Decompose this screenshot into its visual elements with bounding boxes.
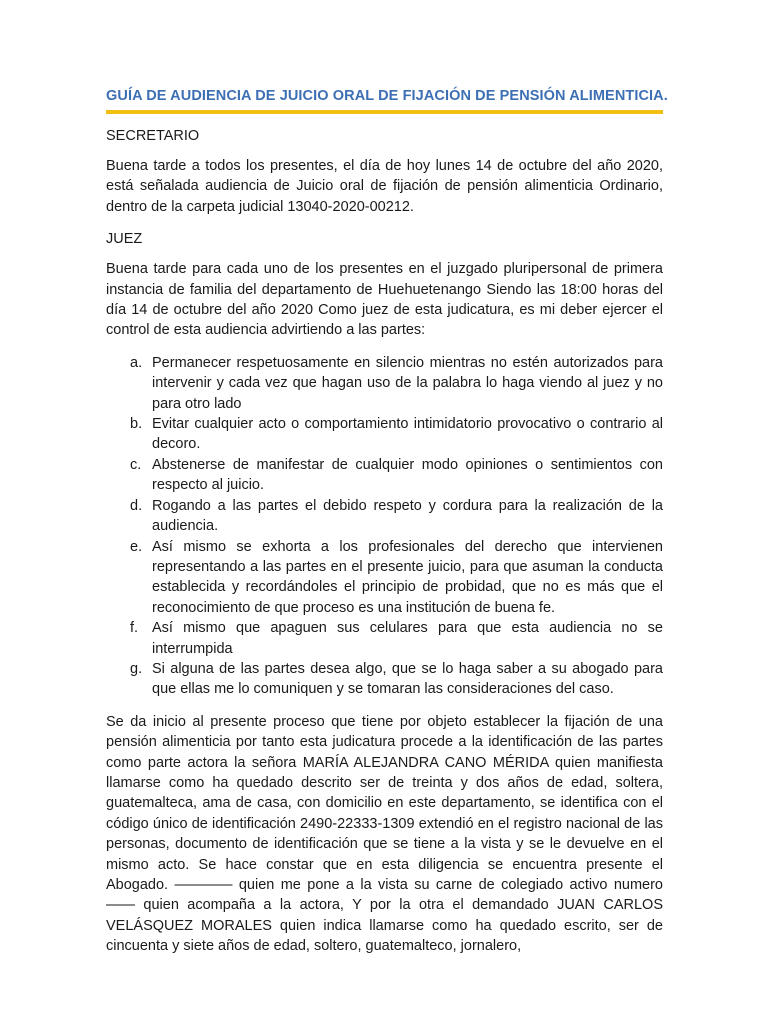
list-item-text: Si alguna de las partes desea algo, que se lo haga saber a su abogado para que ellas me lo comuniquen y se tomaran las consideraciones del caso. <box>152 660 663 698</box>
list-item-text: Evitar cualquier acto o comportamiento intimidatorio provocativo o contrario al decoro. <box>152 416 663 453</box>
closing-paragraph: Se da inicio al presente proceso que tiene por objeto establecer la fijación de una pensión alimenticia por tanto esta judicatura procede a la identificación de las partes como parte actora la señora MARÍA ALEJANDRA CANO MÉRIDA quien manifiesta llamarse como ha quedado descrito ser de treinta y dos años de edad, soltera, guatemalteca, ama de casa, con domicilio en este departamento, se identifica con el código único de identificación 2490-22333-1309 extendió en el registro nacional de las personas, documento de identificación que se tiene a la vista y se le devuelve en el mismo acto. Se hace constar que en esta diligencia se encuentra presente el Abogado. ———— quien me pone a la vista su carne de colegiado activo numero —— quien acompaña a la actora, Y por la otra el demandado JUAN CARLOS VELÁSQUEZ MORALES quien indica llamarse como ha quedado escrito, ser de cincuenta y siete años de edad, soltero, guatemalteco, jornalero, <box>106 713 663 955</box>
list-item-text: Así mismo se exhorta a los profesionales del derecho que intervienen representando a las partes en el presente juicio, para que asuman la conducta establecida y recordándoles el principio de probidad, que no es más que el reconocimiento de que proceso es una institución de buena fe. <box>152 538 663 616</box>
speaker-secretario: SECRETARIO <box>106 128 200 144</box>
list-item <box>106 353 663 414</box>
secretario-paragraph: Buena tarde a todos los presentes, el día de hoy lunes 14 de octubre del año 2020, está señalada audiencia de Juicio oral de fijación de pensión alimenticia Ordinario, dentro de la carpeta judicial 13040-2020-00212. <box>106 158 663 215</box>
document-page <box>106 88 668 969</box>
list-marker: d. <box>130 497 143 514</box>
list-marker: f. <box>130 620 139 637</box>
list-item <box>106 618 663 659</box>
list-item <box>106 414 663 455</box>
speaker-juez: JUEZ <box>106 231 143 248</box>
rules-list <box>106 353 663 700</box>
list-marker: g. <box>130 660 143 677</box>
list-marker: a. <box>130 354 143 371</box>
list-item-text: Abstenerse de manifestar de cualquier modo opiniones o sentimientos con respecto al juicio. <box>152 456 663 494</box>
list-marker: c. <box>130 456 142 473</box>
list-item <box>106 455 663 496</box>
list-item-text: Rogando a las partes el debido respeto y cordura para la realización de la audiencia. <box>152 497 663 535</box>
list-item-text: Permanecer respetuosamente en silencio mientras no estén autorizados para intervenir y cada vez que hagan uso de la palabra lo haga viendo al juez y no para otro lado <box>152 354 663 412</box>
list-marker: e. <box>130 538 143 555</box>
juez-paragraph: Buena tarde para cada uno de los presentes en el juzgado pluripersonal de primera instancia de familia del departamento de Huehuetenango Siendo las 18:00 horas del día 14 de octubre del año 2020 Como juez de esta judicatura, es mi deber ejercer el control de esta audiencia advirtiendo a las partes: <box>106 261 663 339</box>
list-item <box>106 537 663 619</box>
list-item <box>106 659 663 700</box>
list-item <box>106 496 663 537</box>
document-title: GUÍA DE AUDIENCIA DE JUICIO ORAL DE FIJACIÓN DE PENSIÓN ALIMENTICIA. <box>106 88 668 104</box>
list-marker: b. <box>130 416 143 433</box>
title-underline <box>106 110 663 114</box>
list-item-text: Así mismo que apaguen sus celulares para que esta audiencia no se interrumpida <box>152 620 663 657</box>
